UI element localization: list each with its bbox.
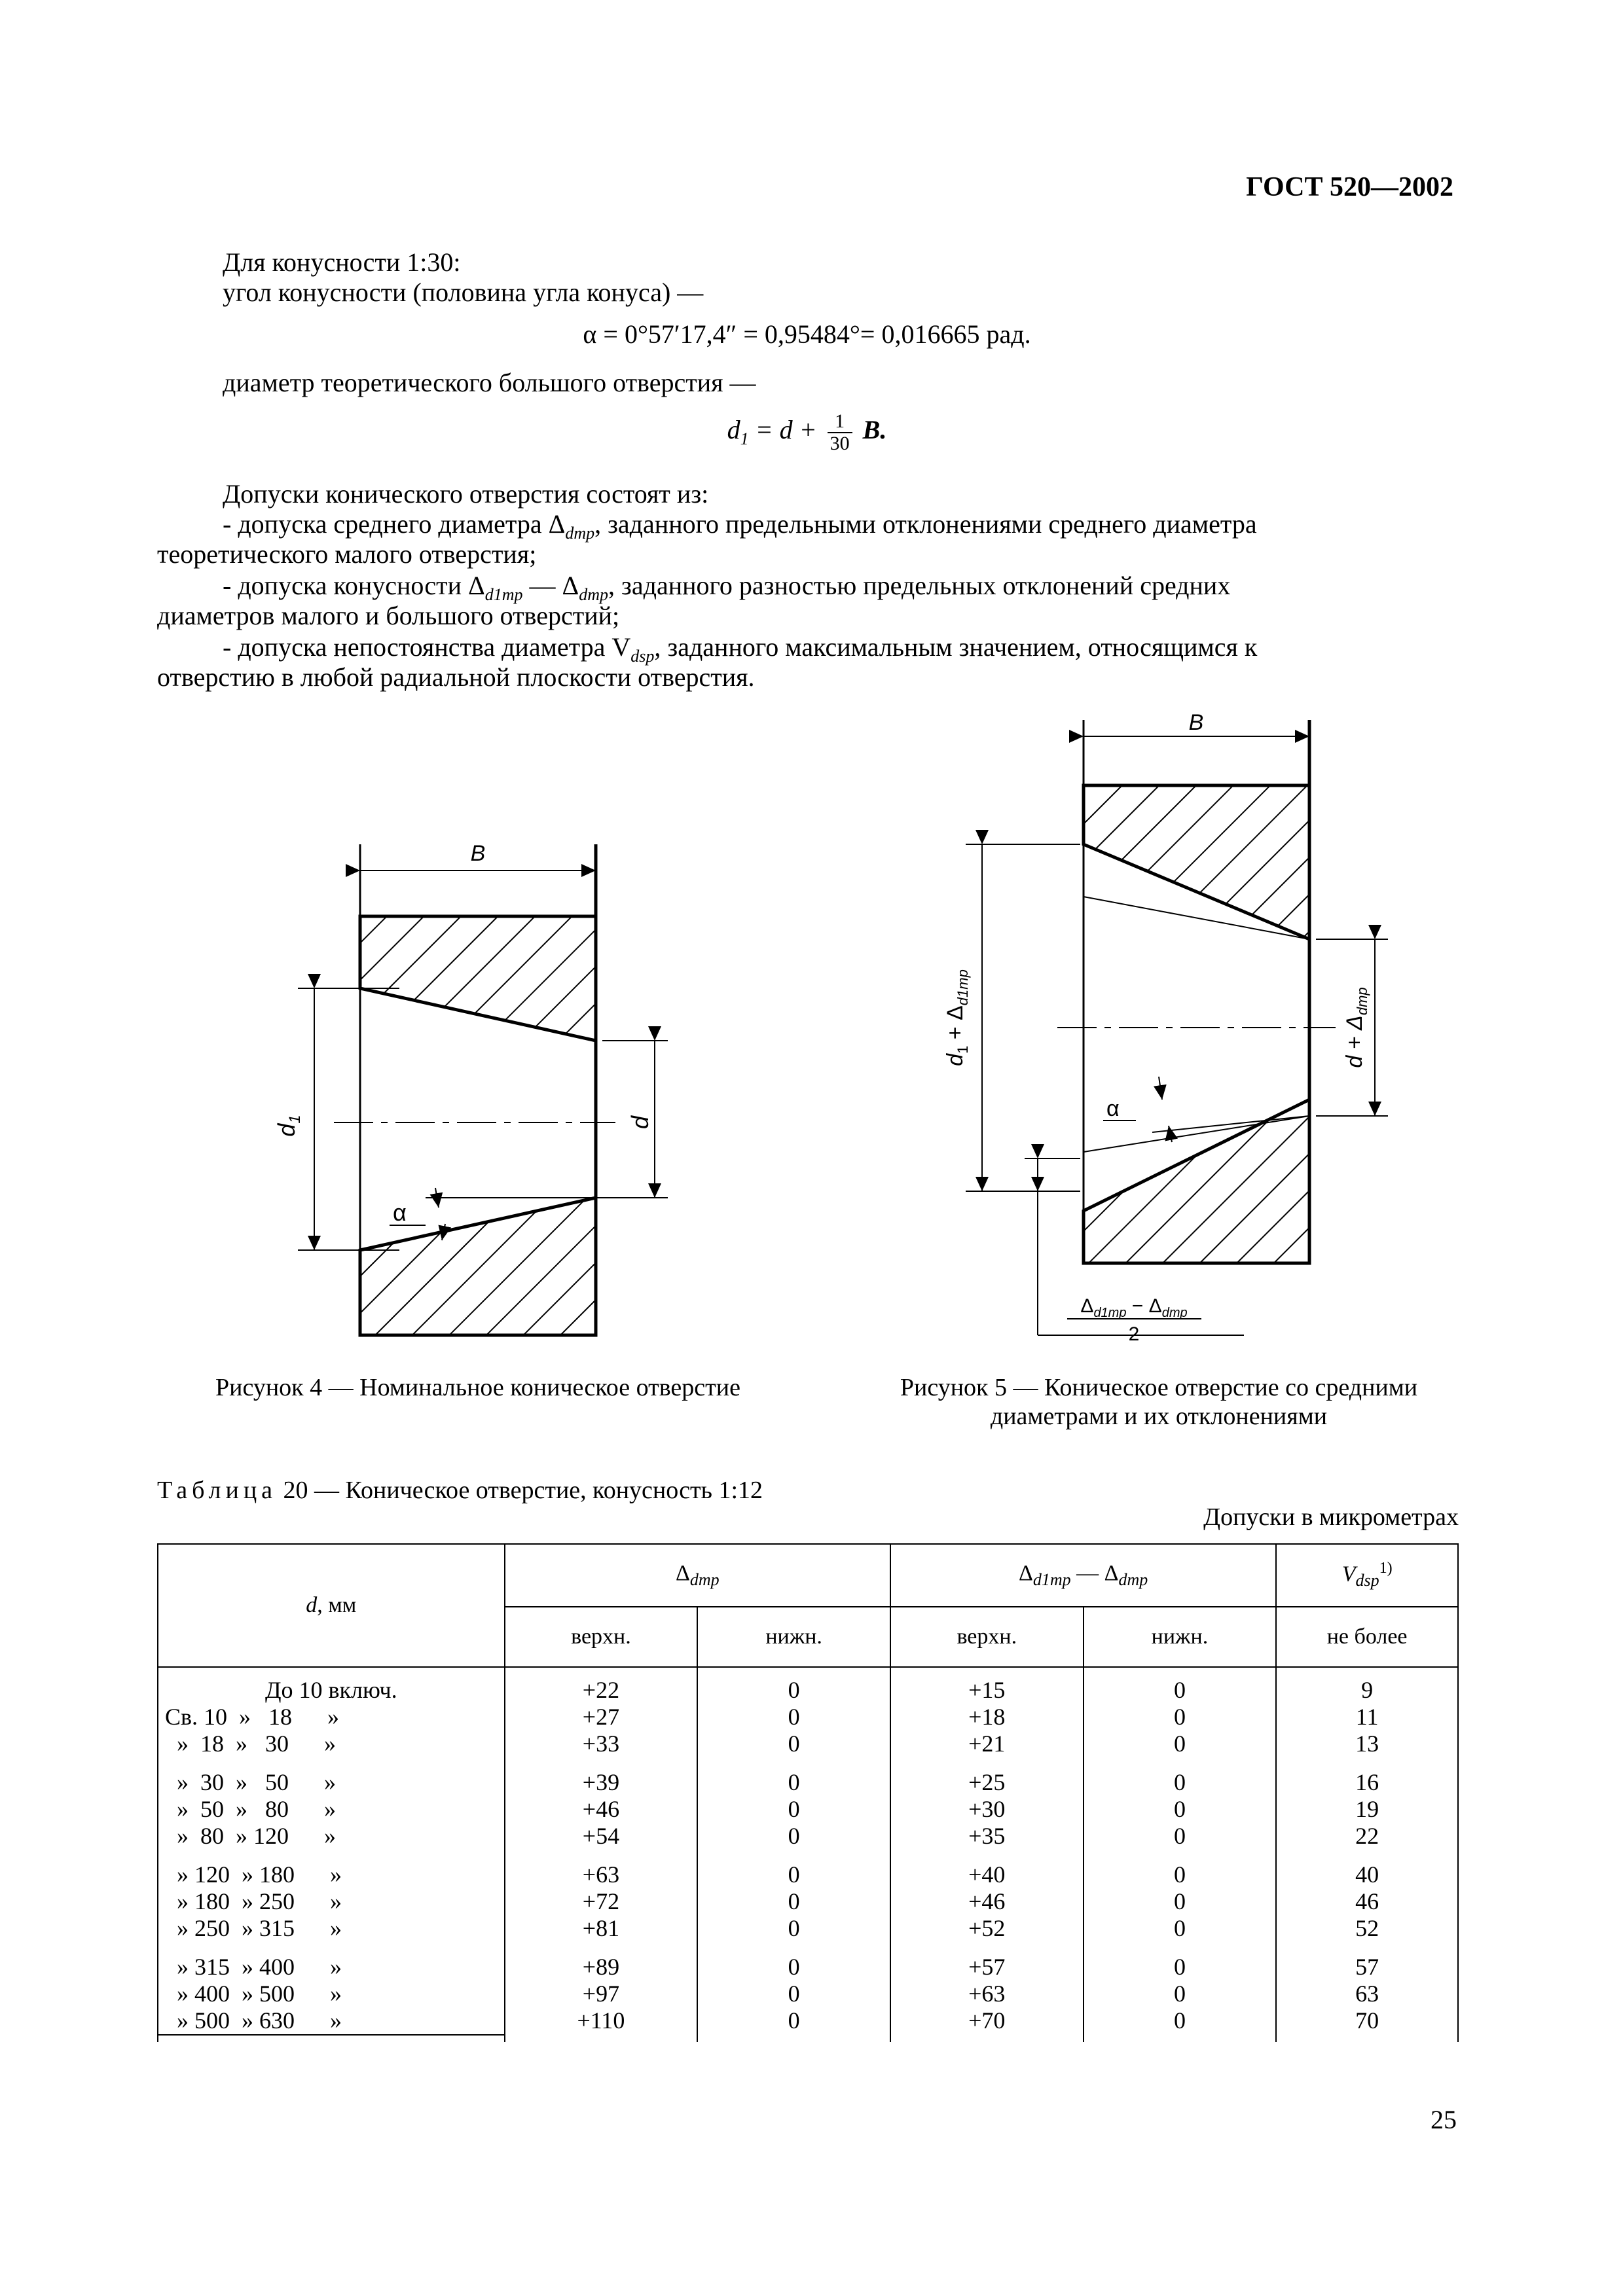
cell-v: 40 [1276, 1850, 1458, 1888]
label-B: B [470, 841, 486, 866]
subheader-upper: верхн. [505, 1607, 698, 1667]
cell-dmp-up: +46 [505, 1796, 698, 1823]
cell-v: 19 [1276, 1796, 1458, 1823]
table-row [158, 1942, 1458, 1981]
cell-dmp-up: +22 [505, 1667, 698, 1704]
cell-dmp-up: +54 [505, 1823, 698, 1850]
cell-dmp-lo: 0 [697, 1915, 890, 1942]
subheader-max: не более [1276, 1607, 1458, 1667]
cell-t-lo: 0 [1084, 1757, 1277, 1796]
document-code: ГОСТ 520—2002 [1246, 172, 1453, 202]
cell-t-lo: 0 [1084, 2007, 1277, 2035]
cell-diameter-range: » 120 » 180 » [158, 1850, 505, 1888]
bearing-section-bottom [1084, 1100, 1309, 1263]
cell-v: 52 [1276, 1915, 1458, 1942]
cell-diameter-range: » 500 » 630 » [158, 2007, 505, 2035]
spacer-cell [1276, 2035, 1458, 2042]
cell-v: 63 [1276, 1981, 1458, 2007]
taper-intro: Для конусности 1:30: [223, 247, 461, 277]
cell-t-lo: 0 [1084, 1731, 1277, 1757]
label-d: d [627, 1115, 653, 1130]
tolerance-item-3-cont: отверстию в любой радиальной плоскости отверстия. [157, 662, 755, 692]
tolerance-item-1-cont: теоретического малого отверстия; [157, 539, 537, 569]
table-row [158, 1915, 1458, 1942]
cell-t-up: +57 [890, 1942, 1084, 1981]
cell-diameter-range: » 80 » 120 » [158, 1823, 505, 1850]
table-body [158, 1667, 1458, 2042]
bearing-section-top [360, 916, 596, 1041]
table-row [158, 1757, 1458, 1796]
col-header-taper: $\Delta_{d1mp}$ — $\Delta_{dmp}$ [890, 1544, 1276, 1607]
cell-t-up: +70 [890, 2007, 1084, 2035]
cell-diameter-range: До 10 включ. [158, 1667, 505, 1704]
figure-5 [903, 707, 1453, 1348]
tolerance-table [157, 1543, 1459, 2042]
cell-diameter-range: » 250 » 315 » [158, 1915, 505, 1942]
cell-dmp-up: +39 [505, 1757, 698, 1796]
cell-v: 13 [1276, 1731, 1458, 1757]
figure-5-caption: Рисунок 5 — Коническое отверстие со средними диаметрами и их отклонениями [900, 1374, 1418, 1430]
cell-v: 46 [1276, 1888, 1458, 1915]
cell-diameter-range: » 18 » 30 » [158, 1731, 505, 1757]
alpha-formula: α = 0°57′17,4″ = 0,95484°= 0,016665 рад. [583, 319, 1031, 349]
cell-dmp-lo: 0 [697, 1667, 890, 1704]
tolerance-item-1: - допуска среднего диаметра $\Delta_{dmp}$, заданного предельными отклонениями среднего диаметра [223, 509, 1257, 543]
cell-diameter-range: » 180 » 250 » [158, 1888, 505, 1915]
col-header-vdsp: $V_{dsp}^{1)}$ [1276, 1544, 1458, 1607]
cell-dmp-up: +81 [505, 1915, 698, 1942]
cell-dmp-up: +33 [505, 1731, 698, 1757]
spacer-cell [1084, 2035, 1277, 2042]
label-B: B [1188, 710, 1204, 735]
cell-t-lo: 0 [1084, 1915, 1277, 1942]
col-header-dmp: $\Delta_{dmp}$ [505, 1544, 890, 1607]
table-footer-spacer [158, 2035, 1458, 2042]
cell-dmp-lo: 0 [697, 1704, 890, 1731]
label-taper-fraction-den: 2 [1128, 1323, 1140, 1345]
cell-dmp-up: +27 [505, 1704, 698, 1731]
cell-t-up: +35 [890, 1823, 1084, 1850]
tolerance-item-2: - допуска конусности $\Delta_{d1mp}$ — $\Delta_{dmp}$, заданного разностью предельных отклонений средних [223, 571, 1231, 604]
cell-t-lo: 0 [1084, 1888, 1277, 1915]
cell-diameter-range: » 315 » 400 » [158, 1942, 505, 1981]
cell-t-up: +18 [890, 1704, 1084, 1731]
cell-diameter-range: » 50 » 80 » [158, 1796, 505, 1823]
label-d-plus: $d + \Delta_{dmp}$ [1342, 987, 1370, 1068]
cell-diameter-range: » 400 » 500 » [158, 1981, 505, 2007]
table-row [158, 2007, 1458, 2035]
table-row [158, 1667, 1458, 1704]
cell-dmp-lo: 0 [697, 1888, 890, 1915]
bearing-section-top [1084, 785, 1309, 939]
cell-t-lo: 0 [1084, 1981, 1277, 2007]
table-units: Допуски в микрометрах [1203, 1503, 1459, 1531]
label-d1: $d_1$ [273, 1115, 304, 1137]
spacer-cell [697, 2035, 890, 2042]
cell-dmp-lo: 0 [697, 1796, 890, 1823]
cell-dmp-up: +97 [505, 1981, 698, 2007]
cell-v: 9 [1276, 1667, 1458, 1704]
cell-v: 57 [1276, 1942, 1458, 1981]
cell-t-lo: 0 [1084, 1850, 1277, 1888]
cell-t-up: +30 [890, 1796, 1084, 1823]
figure-4 [249, 831, 720, 1342]
cell-dmp-up: +63 [505, 1850, 698, 1888]
cell-dmp-lo: 0 [697, 1823, 890, 1850]
cell-t-up: +63 [890, 1981, 1084, 2007]
table-row [158, 1850, 1458, 1888]
cell-t-lo: 0 [1084, 1942, 1277, 1981]
subheader-upper: верхн. [890, 1607, 1084, 1667]
table-row [158, 1981, 1458, 2007]
cell-dmp-lo: 0 [697, 1942, 890, 1981]
col-header-d: d, мм [158, 1544, 505, 1667]
spacer-cell [890, 2035, 1084, 2042]
d1-label: диаметр теоретического большого отверстия — [223, 368, 756, 397]
cell-dmp-up: +72 [505, 1888, 698, 1915]
table-row [158, 1796, 1458, 1823]
figure-4-caption: Рисунок 4 — Номинальное коническое отверстие [215, 1374, 740, 1401]
cell-t-up: +52 [890, 1915, 1084, 1942]
cell-v: 22 [1276, 1823, 1458, 1850]
cell-t-up: +46 [890, 1888, 1084, 1915]
cell-dmp-lo: 0 [697, 1757, 890, 1796]
tolerance-heading: Допуски конического отверстия состоят из: [223, 479, 709, 509]
cell-dmp-lo: 0 [697, 1731, 890, 1757]
table-row [158, 1823, 1458, 1850]
cell-dmp-lo: 0 [697, 1850, 890, 1888]
spacer-cell [158, 2035, 505, 2042]
d1-formula: $d_1 = d$ + $\frac{1}{30}$ B. [727, 410, 887, 454]
cell-t-up: +25 [890, 1757, 1084, 1796]
cell-t-lo: 0 [1084, 1823, 1277, 1850]
cell-t-lo: 0 [1084, 1796, 1277, 1823]
label-d1-plus: $d_1 + \Delta_{d1mp}$ [943, 969, 971, 1066]
cell-dmp-up: +110 [505, 2007, 698, 2035]
page-number: 25 [1431, 2105, 1457, 2134]
cell-v: 16 [1276, 1757, 1458, 1796]
spacer-cell [505, 2035, 698, 2042]
cell-dmp-up: +89 [505, 1942, 698, 1981]
label-taper-fraction-num: $\Delta_{d1mp} - \Delta_{dmp}$ [1080, 1295, 1188, 1320]
cell-t-up: +21 [890, 1731, 1084, 1757]
cell-v: 11 [1276, 1704, 1458, 1731]
cell-dmp-lo: 0 [697, 2007, 890, 2035]
cell-diameter-range: » 30 » 50 » [158, 1757, 505, 1796]
cell-t-lo: 0 [1084, 1704, 1277, 1731]
table-row [158, 1731, 1458, 1757]
label-alpha: α [393, 1199, 407, 1226]
table-row [158, 1888, 1458, 1915]
cell-diameter-range: Св. 10 » 18 » [158, 1704, 505, 1731]
table-title: Таблица 20 — Коническое отверстие, конусность 1:12 [157, 1477, 763, 1504]
cell-v: 70 [1276, 2007, 1458, 2035]
subheader-lower: нижн. [1084, 1607, 1277, 1667]
tolerance-item-2-cont: диаметров малого и большого отверстий; [157, 601, 620, 630]
label-alpha: α [1106, 1096, 1120, 1121]
cell-dmp-lo: 0 [697, 1981, 890, 2007]
cell-t-up: +40 [890, 1850, 1084, 1888]
cell-t-lo: 0 [1084, 1667, 1277, 1704]
tolerance-item-3: - допуска непостоянства диаметра $V_{dsp}$, заданного максимальным значением, относящимся к [223, 632, 1258, 666]
cell-t-up: +15 [890, 1667, 1084, 1704]
table-row [158, 1704, 1458, 1731]
subheader-lower: нижн. [697, 1607, 890, 1667]
taper-angle-label: угол конусности (половина угла конуса) — [223, 278, 704, 307]
